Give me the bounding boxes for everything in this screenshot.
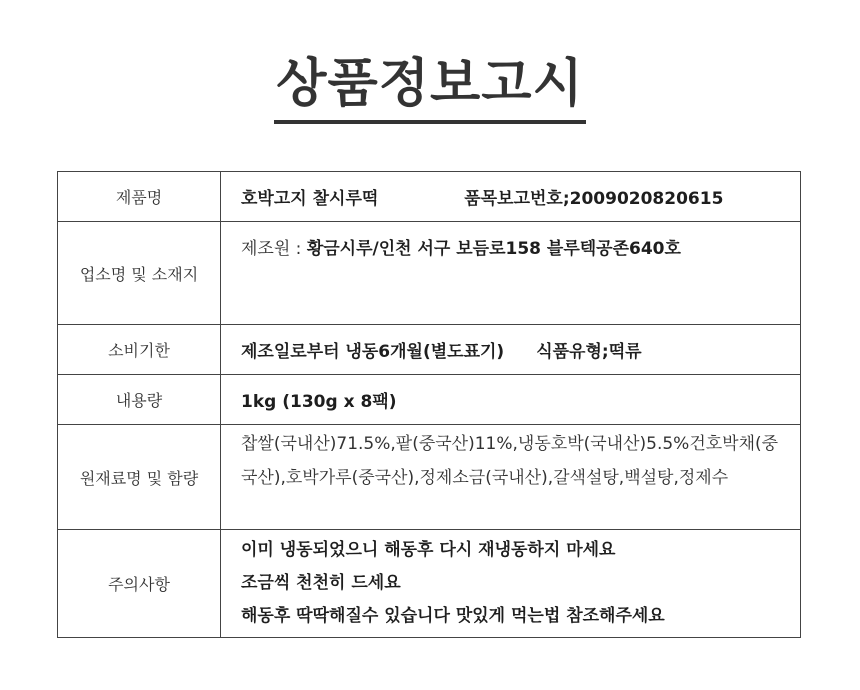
volume-value: 1kg (130g x 8팩)	[241, 392, 397, 412]
label-caution: 주의사항	[58, 530, 221, 638]
value-ingredients-cell	[221, 425, 801, 530]
product-info-table	[57, 171, 801, 638]
row-manufacturer	[58, 222, 801, 325]
value-manufacturer-cell	[221, 222, 801, 325]
manufacturer-prefix: 제조원 :	[241, 239, 307, 259]
food-type: 식품유형;떡류	[536, 342, 642, 362]
row-product-name	[58, 172, 801, 222]
caution-line-3: 해동후 딱딱해질수 있습니다 맛있게 먹는법 참조해주세요	[241, 606, 665, 626]
label-product-name: 제품명	[58, 172, 221, 222]
value-expiry-cell	[221, 325, 801, 375]
row-expiry	[58, 325, 801, 375]
value-caution-cell	[221, 530, 801, 638]
caution-line-1: 이미 냉동되었으니 해동후 다시 재냉동하지 마세요	[241, 540, 616, 560]
caution-line-2: 조금씩 천천히 드세요	[241, 573, 401, 593]
label-expiry: 소비기한	[58, 325, 221, 375]
row-ingredients	[58, 425, 801, 530]
product-name: 호박고지 찰시루떡	[241, 189, 379, 209]
label-volume: 내용량	[58, 375, 221, 425]
label-manufacturer: 업소명 및 소재지	[58, 222, 221, 325]
row-volume	[58, 375, 801, 425]
row-caution	[58, 530, 801, 638]
value-product-name-cell	[221, 172, 801, 222]
page-title: 상품정보고시	[274, 52, 585, 124]
manufacturer-value: 황금시루/인천 서구 보듬로158 블루텍공존640호	[306, 239, 681, 259]
report-number: 품목보고번호;2009020820615	[464, 189, 724, 209]
expiry-value: 제조일로부터 냉동6개월(별도표기)	[241, 342, 505, 362]
ingredients-value: 찹쌀(국내산)71.5%,팥(중국산)11%,냉동호박(국내산)5.5%건호박채(중국산),호박가루(중국산),정제소금(국내산),갈색설탕,백설탕,정제수	[241, 434, 779, 488]
title-container	[0, 52, 860, 124]
label-ingredients: 원재료명 및 함량	[58, 425, 221, 530]
value-volume-cell	[221, 375, 801, 425]
